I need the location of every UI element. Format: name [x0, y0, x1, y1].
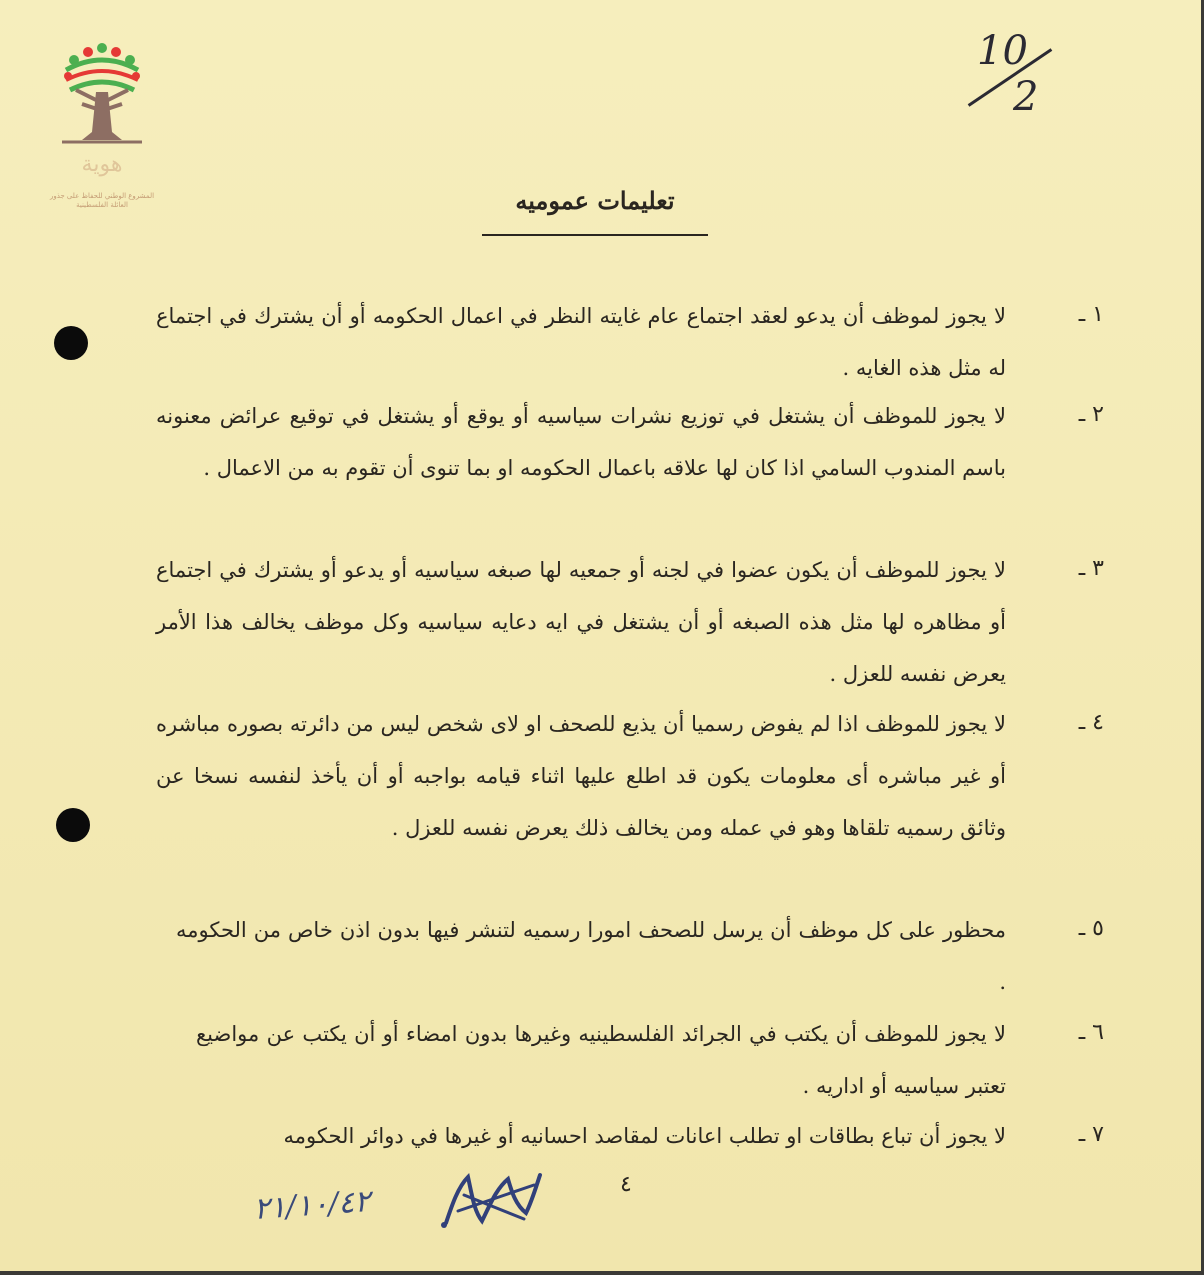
item-text: محظور على كل موظف أن يرسل للصحف امورا رسميه لتنشر فيها بدون اذن خاص من الحكومه . [176, 918, 1006, 994]
item-text: لا يجوز للموظف أن يشتغل في توزيع نشرات سياسيه أو يوقع أو يشتغل في توقيع عرائض معنونه باسم المندوب السامي اذا كان لها علاقه باعمال الحكومه او بما تنوى أن تقوم به من الاعمال . [156, 404, 1006, 480]
folio-bottom: 2 [1013, 74, 1039, 120]
item-marker: ٦ ـ [1078, 1020, 1104, 1045]
item-text: لا يجوز للموظف أن يكتب في الجرائد الفلسطينيه وغيرها بدون امضاء أو أن يكتب عن مواضيع تعتبر سياسيه أو اداريه . [196, 1022, 1006, 1098]
item-marker: ٣ ـ [1078, 556, 1104, 581]
handwritten-date: ٢١/١٠/٤٢ [252, 1183, 372, 1228]
item-marker: ٤ ـ [1078, 710, 1104, 735]
item-text: لا يجوز أن تباع بطاقات او تطلب اعانات لمقاصد احسانيه أو غيرها في دوائر الحكومه [283, 1124, 1006, 1148]
page-number: ٤ [620, 1172, 632, 1197]
folio-top: 10 [977, 28, 1028, 74]
logo-caption: المشروع الوطني للحفاظ على جذور العائلة الفلسطينية [49, 192, 155, 209]
signature-icon [438, 1165, 548, 1233]
item-marker: ٢ ـ [1078, 402, 1104, 427]
item-marker: ١ ـ [1078, 302, 1104, 327]
item-marker: ٥ ـ [1078, 916, 1104, 941]
item-marker: ٧ ـ [1078, 1122, 1104, 1147]
page-title: تعليمات عموميه [515, 186, 675, 215]
item-text: لا يجوز لموظف أن يدعو لعقد اجتماع عام غايته النظر في اعمال الحكومه أو أن يشترك في اجتماع له مثل هذه الغايه . [156, 304, 1006, 380]
item-text: لا يجوز للموظف اذا لم يفوض رسميا أن يذيع للصحف او لاى شخص ليس من دائرته بصوره مباشره أو غير مباشره أى معلومات يكون قد اطلع عليها اثناء قيامه بواجبه أو أن يأخذ لنفسه نسخا عن وثائق رسميه تلقاها وهو في عمله ومن يخالف ذلك يعرض نفسه للعزل . [156, 712, 1006, 840]
logo-name: هوية [81, 152, 123, 177]
item-text: لا يجوز للموظف أن يكون عضوا في لجنه أو جمعيه لها صبغه سياسيه أو يدعو أو يشترك في اجتماع أو مظاهره لها مثل هذه الصبغه أو أن يشتغل في ايه دعايه سياسيه وكل موظف يخالف هذا الأمر يعرض نفسه للعزل . [156, 558, 1006, 686]
